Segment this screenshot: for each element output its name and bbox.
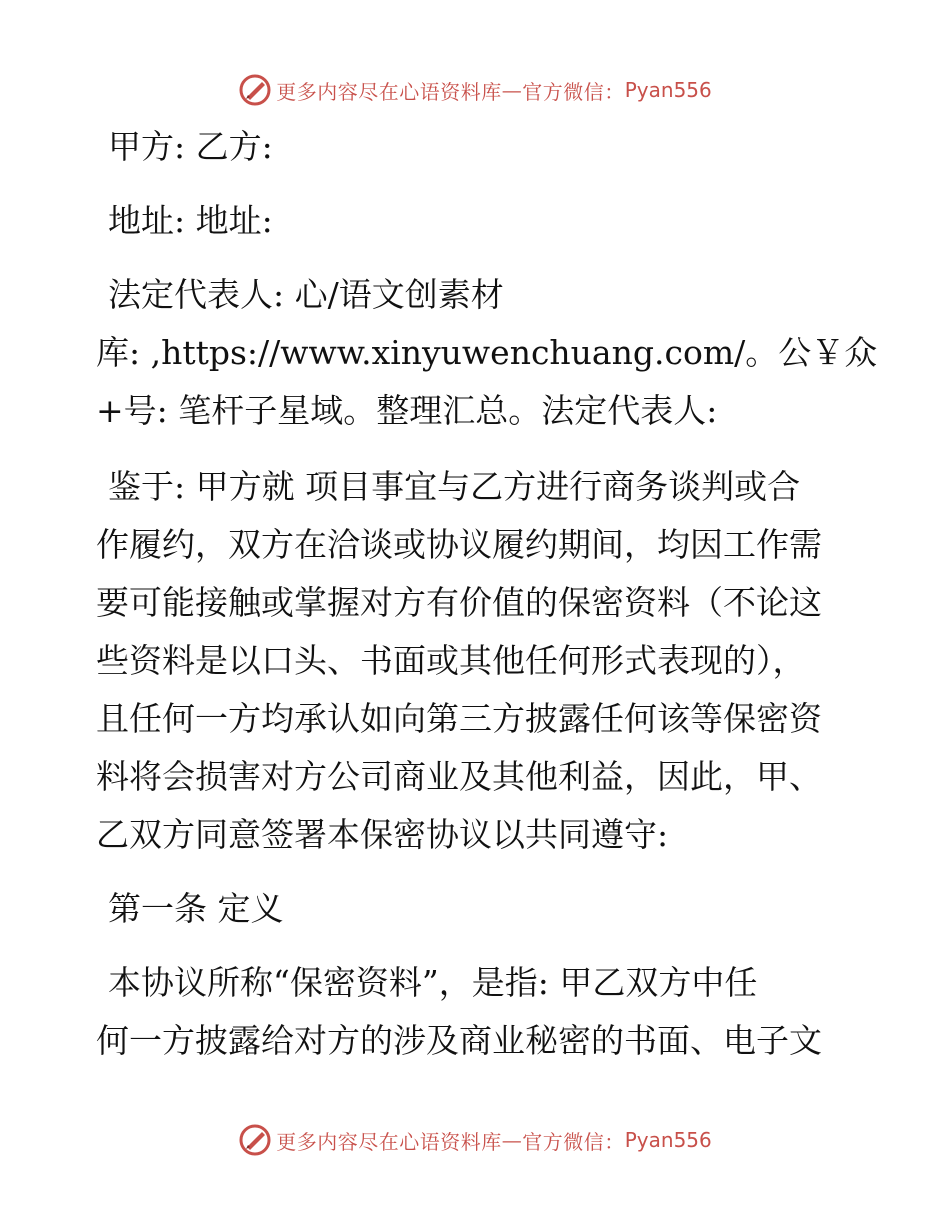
banner-wechat-id: Pyan556 (624, 1128, 712, 1152)
text-line: 些资料是以口头、书面或其他任何形式表现的）， (96, 641, 806, 680)
text-line: 库: ,https://www.xinyuwenchuang.com/。公￥众 (96, 333, 878, 372)
text-line: 且任何一方均承认如向第三方披露任何该等保密资 (96, 699, 822, 738)
banner-wechat-prefix: 官方微信： (522, 1129, 625, 1154)
footer-watermark-banner (0, 1120, 950, 1160)
banner-wechat-id: Pyan556 (624, 78, 712, 102)
text-line: +号: 笔杆子星域。整理汇总。法定代表人: (96, 391, 718, 430)
text-line: 要可能接触或掌握对方有价值的保密资料（不论这 (96, 583, 822, 622)
quill-circle-icon (238, 73, 272, 107)
header-watermark-banner (0, 70, 950, 110)
text-line: 作履约，双方在洽谈或协议履约期间，均因工作需 (96, 525, 822, 564)
text-line-address: 地址: 地址: (108, 201, 273, 240)
banner-main-text: 更多内容尽在心语资料库 (276, 1129, 502, 1154)
text-line-parties: 甲方: 乙方: (108, 127, 273, 166)
text-line-whereas: 鉴于: 甲方就 项目事宜与乙方进行商务谈判或合 (108, 467, 801, 506)
text-line-definition: 本协议所称“保密资料”，是指: 甲乙双方中任 (108, 963, 758, 1002)
banner-main-text: 更多内容尽在心语资料库 (276, 79, 502, 104)
banner-dash: — (501, 1128, 523, 1152)
banner-wechat-prefix: 官方微信： (522, 79, 625, 104)
banner-dash: — (501, 78, 523, 102)
quill-circle-icon (238, 1123, 272, 1157)
text-line: 料将会损害对方公司商业及其他利益，因此，甲、 (96, 757, 822, 796)
text-line: 何一方披露给对方的涉及商业秘密的书面、电子文 (96, 1021, 822, 1060)
text-line-legal-rep: 法定代表人: 心/语文创素材 (108, 275, 504, 314)
text-line: 乙双方同意签署本保密协议以共同遵守: (96, 815, 669, 854)
article-heading: 第一条 定义 (108, 889, 284, 928)
